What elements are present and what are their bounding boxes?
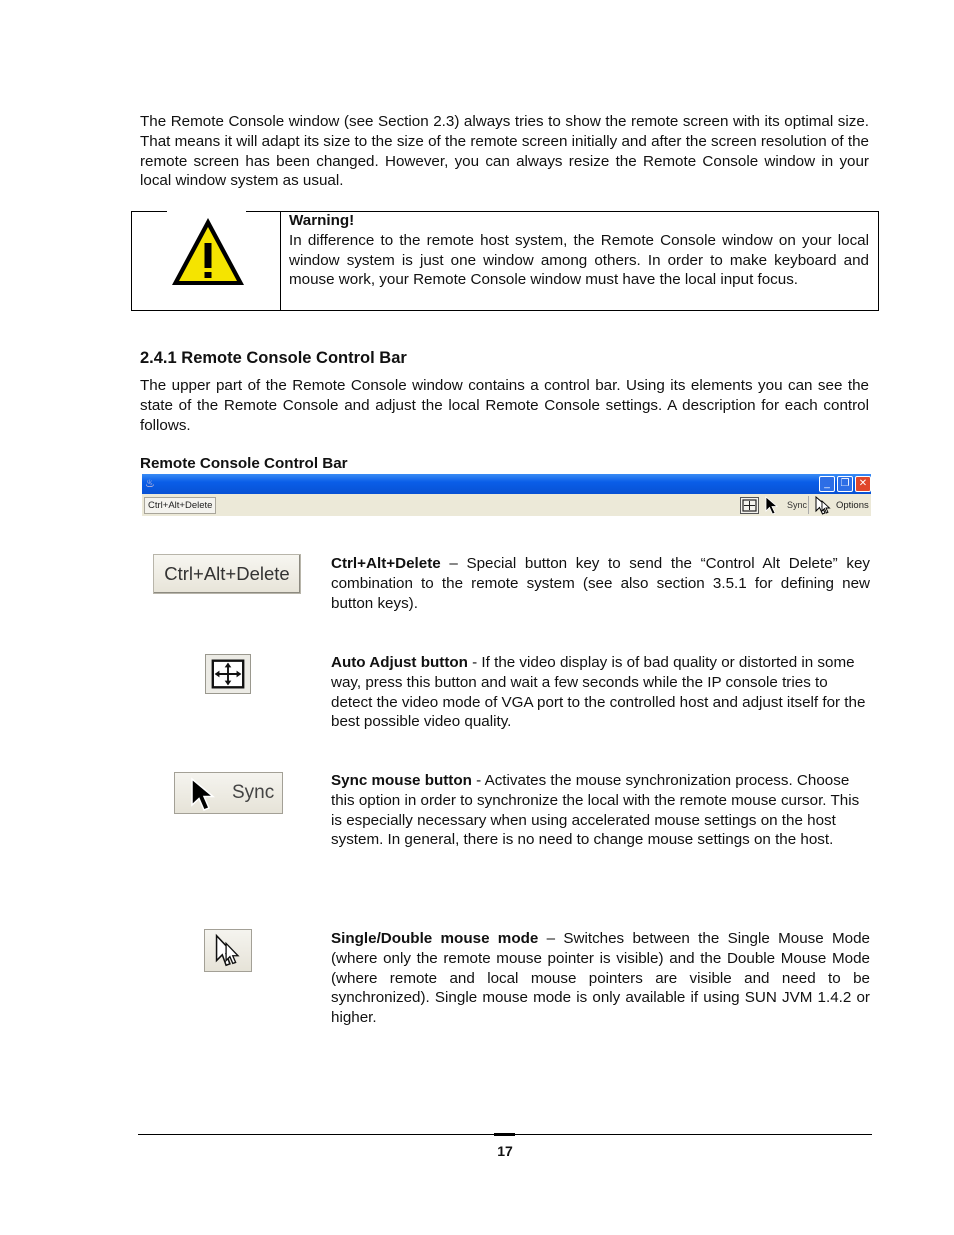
section-heading: 2.4.1 Remote Console Control Bar [140, 349, 407, 367]
window-titlebar [142, 474, 871, 494]
control-bar-screenshot [142, 474, 871, 516]
auto-adjust-icon[interactable] [740, 497, 759, 514]
auto-adjust-text: - If the video display is of bad quality or distorted in some way, press this button and wait a few seconds while the IP console tries to detect the video mode of VGA port to the controlled host and adjust itself for the best possible video quality. [331, 654, 866, 731]
auto-adjust-description [331, 653, 870, 732]
maximize-icon[interactable]: ❐ [837, 476, 853, 492]
mouse-mode-description [331, 929, 870, 1028]
sync-cursor-icon [189, 777, 219, 813]
sync-mouse-button-image [174, 772, 283, 814]
warning-text-cell [289, 211, 869, 290]
auto-adjust-title: Auto Adjust button [331, 654, 468, 671]
ctrl-alt-delete-text: – Special button key to send the “Control Alt Delete” key combination to the remote system (see also section 3.5.1 for defining new button keys). [331, 555, 870, 612]
ctrl-alt-delete-description [331, 554, 870, 613]
footer-tab-mark [494, 1133, 515, 1136]
sync-mouse-title: Sync mouse button [331, 772, 472, 789]
mouse-mode-icon[interactable] [815, 496, 833, 515]
mouse-mode-text: – Switches between the Single Mouse Mode (where only the remote mouse pointer is visible) and the Double Mouse Mode (where remote and local mouse pointers are visible and need to be synchronized). Single mouse mode is only available if using SUN JVM 1.4.2 or higher. [331, 930, 870, 1027]
figure-caption: Remote Console Control Bar [140, 455, 348, 472]
toolbar-separator [808, 496, 809, 514]
minimize-icon[interactable]: _ [819, 476, 835, 492]
warning-body: In difference to the remote host system, the Remote Console window on your local window system is just one window among others. In order to make keyboard and mouse work, your Remote Console window must have the local input focus. [289, 231, 869, 289]
warning-title: Warning! [289, 212, 355, 229]
auto-adjust-button-icon [205, 654, 251, 694]
warning-triangle-icon [169, 215, 247, 288]
options-menu[interactable]: Options [836, 500, 869, 511]
page-number: 17 [497, 1143, 513, 1159]
mouse-mode-title: Single/Double mouse mode [331, 930, 539, 947]
sync-image-label: Sync [232, 782, 275, 803]
ctrl-alt-delete-button-image: Ctrl+Alt+Delete [153, 554, 301, 594]
sync-mouse-text: - Activates the mouse synchronization process. Choose this option in order to synchronize the local with the remote mouse cursor. This is especially necessary when using accelerated mouse settings on the host system. In general, there is no need to change mouse settings on the host. [331, 772, 860, 849]
sync-button-label[interactable]: Sync [787, 500, 808, 510]
sync-mouse-description [331, 771, 870, 850]
java-app-icon: ♨ [145, 478, 155, 490]
intro-paragraph: The Remote Console window (see Section 2.3) always tries to show the remote screen with its optimal size. That means it will adapt its size to the size of the remote screen initially and after the screen resolution of the remote screen has been changed. However, you can always resize the Remote Console window in your local window system as usual. [140, 113, 869, 190]
close-icon[interactable]: ✕ [855, 476, 871, 492]
ctrl-alt-delete-button[interactable]: Ctrl+Alt+Delete [144, 497, 216, 514]
warning-box [131, 211, 879, 311]
section-description: The upper part of the Remote Console window contains a control bar. Using its elements you can see the state of the Remote Console and adjust the local Remote Console settings. A description for each control follows. [140, 377, 869, 434]
single-double-mouse-mode-icon [204, 929, 252, 972]
ctrl-alt-delete-title: Ctrl+Alt+Delete [331, 555, 441, 572]
sync-cursor-icon[interactable] [765, 496, 781, 515]
control-toolbar [142, 494, 871, 516]
